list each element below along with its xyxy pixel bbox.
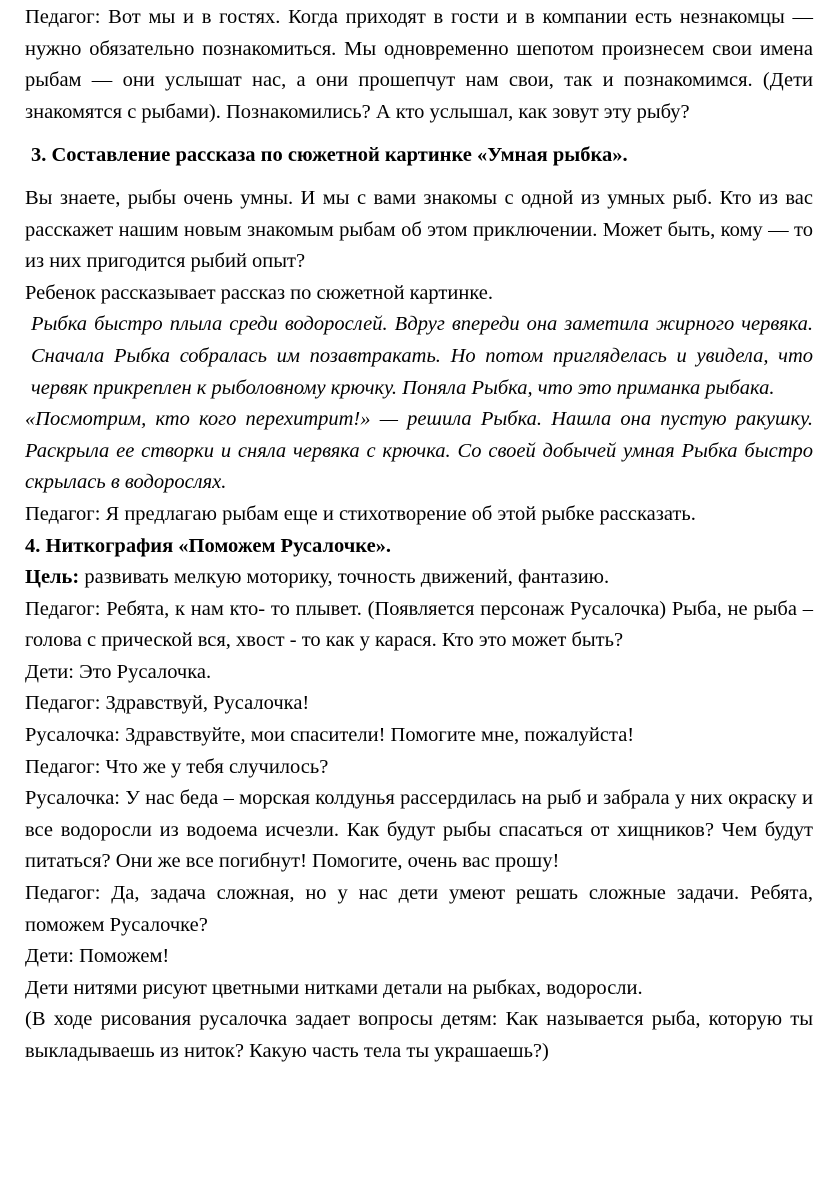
goal-label: Цель:: [25, 566, 80, 589]
paragraph-teacher-question: Педагог: Что же у тебя случилось?: [25, 755, 329, 778]
section-heading-4: 4. Ниткография «Поможем Русалочке».: [25, 534, 392, 557]
paragraph-goal: [25, 562, 813, 594]
paragraph-mermaid-hello: Русалочка: Здравствуйте, мои спасители! Помогите мне, пожалуйста!: [25, 724, 635, 747]
paragraph-mermaid-trouble: Русалочка: У нас беда – морская колдунья рассердилась на рыб и забрала у них окраску и все водоросли из водоема исчезли. Как будут рыбы спасаться от хищников? Чем будут питаться? Они же все погибнут! Помогите, очень вас прошу!: [25, 787, 813, 873]
goal-text: развивать мелкую моторику, точность движений, фантазию.: [79, 566, 610, 589]
paragraph-story-part1: Рыбка быстро плыла среди водорослей. Вдруг впереди она заметила жирного червяка. Сначала Рыбка собралась им позавтракать. Но потом пригляделась и увидела, что червяк прикреплен к рыболовному крючку. Поняла Рыбка, что это приманка рыбака.: [31, 313, 813, 399]
paragraph-teacher-hello: Педагог: Здравствуй, Русалочка!: [25, 692, 310, 715]
paragraph-story-part2: «Посмотрим, кто кого перехитрит!» — решила Рыбка. Нашла она пустую ракушку. Раскрыла ее створки и сняла червяка с крючка. Со своей добычей умная Рыбка быстро скрылась в водорослях.: [25, 408, 813, 494]
paragraph-thread-drawing: Дети нитями рисуют цветными нитками детали на рыбках, водоросли.: [25, 976, 643, 999]
paragraph-children-answer: Дети: Это Русалочка.: [25, 660, 212, 683]
paragraph-children-agree: Дети: Поможем!: [25, 945, 170, 968]
section-heading-3: 3. Составление рассказа по сюжетной картинке «Умная рыбка».: [31, 144, 628, 167]
paragraph-mermaid-arrives: Педагог: Ребята, к нам кто- то плывет. (Появляется персонаж Русалочка) Рыба, не рыба – голова с прической вся, хвост - то как у карася. Кто это может быть?: [25, 597, 813, 652]
paragraph-smart-fish-intro: Вы знаете, рыбы очень умны. И мы с вами знакомы с одной из умных рыб. Кто из вас расскажет нашим новым знакомым рыбам об этом приключении. Может быть, кому — то из них пригодится рыбий опыт?: [25, 186, 813, 273]
paragraph-child-tells: Ребенок рассказывает рассказ по сюжетной картинке.: [25, 281, 493, 304]
paragraph-mermaid-questions: (В ходе рисования русалочка задает вопросы детям: Как называется рыба, которую ты выкладываешь из ниток? Какую часть тела ты украшаешь?): [25, 1008, 813, 1062]
paragraph-teacher-task: Педагог: Да, задача сложная, но у нас дети умеют решать сложные задачи. Ребята, поможем Русалочке?: [25, 882, 813, 936]
paragraph-teacher-greeting: Педагог: Вот мы и в гостях. Когда приходят в гости и в компании есть незнакомцы — нужно обязательно познакомиться. Мы одновременно шепотом произнесем свои имена рыбам — они услышат нас, а они прошепчут нам свои, так и познакомимся. (Дети знакомятся с рыбами). Познакомились? А кто услышал, как зовут эту рыбу?: [25, 6, 813, 123]
paragraph-poem-offer: Педагог: Я предлагаю рыбам еще и стихотворение об этой рыбке рассказать.: [25, 502, 696, 525]
